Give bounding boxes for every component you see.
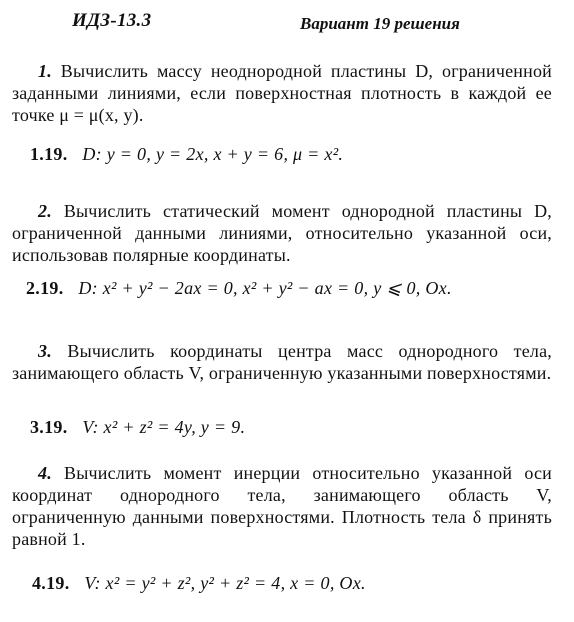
task-2-number: 2. — [38, 201, 52, 221]
task-3-number: 3. — [38, 341, 52, 361]
task-1-variant-formula: D: y = 0, y = 2x, x + y = 6, μ = x². — [82, 144, 344, 164]
task-2-statement — [12, 200, 552, 266]
task-2-variant — [26, 278, 452, 299]
task-2-variant-number: 2.19. — [26, 278, 64, 298]
task-4-variant-number: 4.19. — [32, 573, 70, 593]
variant-heading: Вариант 19 решения — [300, 14, 460, 33]
task-1-text: Вычислить массу неоднородной пластины D, ограниченной заданными линиями, если поверхностная плотность в каждой ее точке μ = μ(x, y). — [12, 61, 552, 125]
task-1-variant-number: 1.19. — [30, 144, 68, 164]
document-title: ИДЗ-13.3 — [72, 10, 152, 31]
task-4-text: Вычислить момент инерции относительно указанной оси координат однородного тела, занимающего область V, ограниченную данными поверхностями. Плотность тела δ принять равной 1. — [12, 463, 552, 549]
task-4-statement — [12, 462, 552, 550]
task-2-text: Вычислить статический момент однородной пластины D, ограниченной данными линиями, относительно указанной оси, использовав полярные координаты. — [12, 201, 552, 265]
task-4-number: 4. — [38, 463, 52, 483]
task-4-variant-formula: V: x² = y² + z², y² + z² = 4, x = 0, Ox. — [84, 573, 366, 593]
task-2-variant-formula: D: x² + y² − 2ax = 0, x² + y² − ax = 0, y ⩽ 0, Ox. — [78, 278, 452, 298]
task-1-statement — [12, 60, 552, 126]
task-3-variant-number: 3.19. — [30, 417, 68, 437]
task-1-variant — [30, 144, 343, 165]
task-1-number: 1. — [38, 61, 52, 81]
task-3-variant-formula: V: x² + z² = 4y, y = 9. — [82, 417, 246, 437]
task-3-statement — [12, 340, 552, 384]
task-3-variant — [30, 417, 245, 438]
task-4-variant — [32, 573, 366, 594]
task-3-text: Вычислить координаты центра масс однородного тела, занимающего область V, ограниченную указанными поверхностями. — [12, 341, 553, 383]
